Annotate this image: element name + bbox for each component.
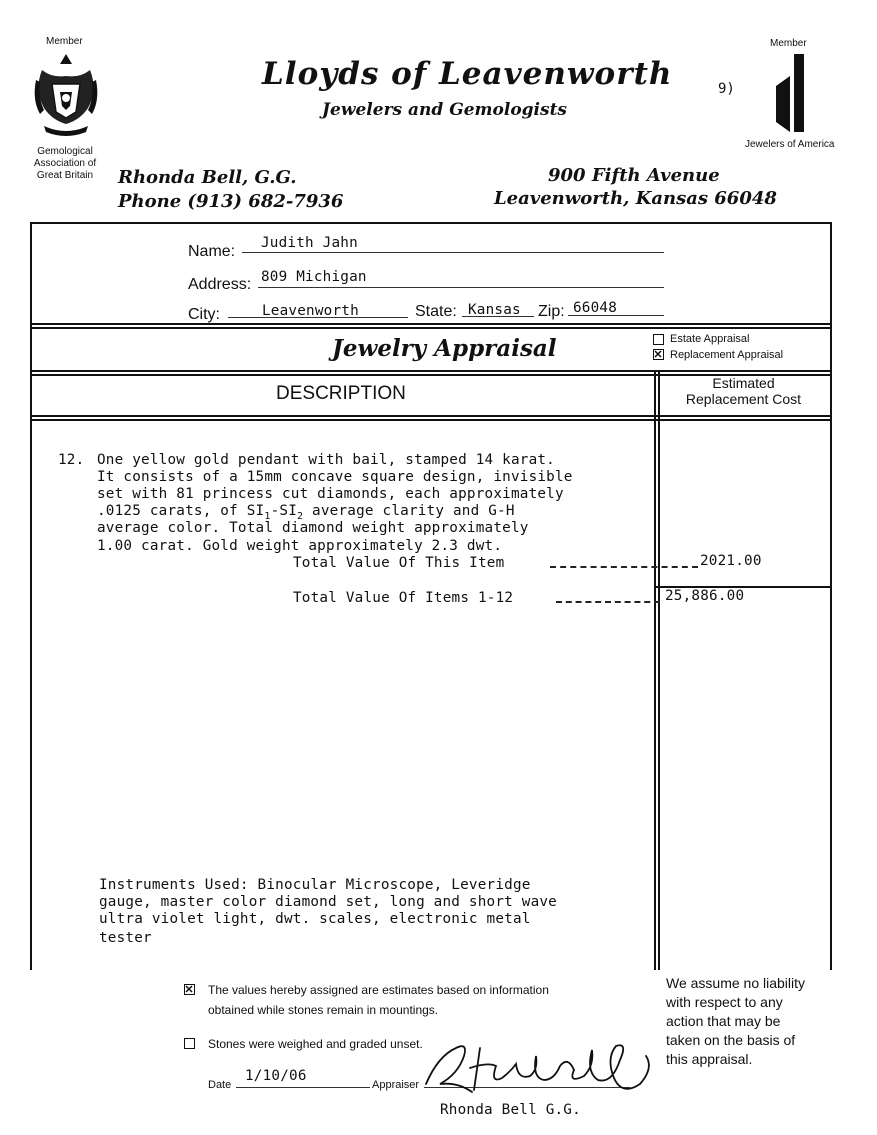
rule <box>658 372 660 970</box>
date-label: Date <box>208 1079 232 1091</box>
appraiser-name: Rhonda Bell, G.G. <box>118 167 297 188</box>
item-total-value: 2021.00 <box>700 553 762 569</box>
rule <box>30 419 832 421</box>
checkmark-x-icon <box>654 350 662 358</box>
page-number: 9) <box>718 81 735 97</box>
city-underline <box>228 317 408 318</box>
name-value: Judith Jahn <box>261 235 358 251</box>
city-state-zip: Leavenworth, Kansas 66048 <box>494 188 777 209</box>
name-label: Name: <box>188 243 236 260</box>
appraiser-label: Appraiser <box>372 1079 420 1091</box>
checkmark-x-icon <box>185 985 193 993</box>
state-label: State: <box>415 303 457 320</box>
appraiser-signature <box>418 1026 666 1108</box>
description-header: DESCRIPTION <box>276 383 406 404</box>
values-statement-line1: The values hereby assigned are estimates based on information <box>208 983 549 997</box>
instruments-line: Instruments Used: Binocular Microscope, Leveridge <box>99 877 531 893</box>
name-underline <box>242 252 664 253</box>
item-line: It consists of a 15mm concave square design, invisible <box>97 469 573 485</box>
city-label: City: <box>188 306 220 323</box>
item-line: set with 81 princess cut diamonds, each approximately <box>97 486 564 502</box>
grand-total-leader <box>556 601 660 603</box>
date-value: 1/10/06 <box>245 1068 307 1084</box>
company-name: Lloyds of Leavenworth <box>262 56 673 92</box>
estate-appraisal-checkbox[interactable] <box>653 334 664 345</box>
instruments-line: tester <box>99 930 152 946</box>
state-value: Kansas <box>468 302 521 318</box>
address-label: Address: <box>188 276 252 293</box>
company-tagline: Jewelers and Gemologists <box>322 100 568 120</box>
grand-total-label: Total Value Of Items 1-12 <box>293 590 514 606</box>
item-line-part: average clarity and G-H <box>303 503 515 519</box>
stones-unset-label: Stones were weighed and graded unset. <box>208 1037 423 1051</box>
instruments-line: ultra violet light, dwt. scales, electronic metal <box>99 911 531 927</box>
city-value: Leavenworth <box>262 303 359 319</box>
rule <box>30 323 832 325</box>
frame-left <box>30 222 32 970</box>
zip-underline <box>568 315 664 316</box>
clarity-subscript: 1 <box>264 510 271 522</box>
zip-value: 66048 <box>573 300 618 316</box>
jewelers-of-america-logo <box>772 52 808 136</box>
frame-top <box>30 222 832 224</box>
frame-right <box>830 222 832 970</box>
column-divider <box>654 372 656 970</box>
state-underline <box>462 316 534 317</box>
item-line-part: -SI <box>270 503 298 519</box>
values-estimate-checkbox[interactable] <box>184 984 195 995</box>
address-underline <box>258 287 664 288</box>
replacement-appraisal-checkbox[interactable] <box>653 349 664 360</box>
item-line: One yellow gold pendant with bail, stamped 14 karat. <box>97 452 555 468</box>
cost-header: Estimated Replacement Cost <box>685 375 802 407</box>
member-left-label: Member <box>46 36 83 47</box>
stones-unset-checkbox[interactable] <box>184 1038 195 1049</box>
gemological-association-crest <box>30 50 102 144</box>
item-total-leader <box>550 566 698 568</box>
grand-total-value: 25,886.00 <box>665 588 745 604</box>
appraiser-printed-name: Rhonda Bell G.G. <box>440 1102 581 1118</box>
estate-appraisal-label: Estate Appraisal <box>670 333 750 345</box>
clarity-subscript: 2 <box>297 510 304 522</box>
item-line: 1.00 carat. Gold weight approximately 2.3 dwt. <box>97 538 503 554</box>
item-total-label: Total Value Of This Item <box>293 555 505 571</box>
gem-association-caption: Gemological Association of Great Britain <box>33 146 97 181</box>
phone-number: Phone (913) 682-7936 <box>118 191 344 212</box>
rule <box>30 327 832 329</box>
rule <box>30 370 832 372</box>
instruments-line: gauge, master color diamond set, long and short wave <box>99 894 557 910</box>
item-number: 12. <box>58 452 85 468</box>
item-line-part: .0125 carats, of SI <box>97 503 265 519</box>
date-underline <box>236 1087 370 1088</box>
jewelers-of-america-caption: Jewelers of America <box>745 139 835 150</box>
rule <box>30 415 832 417</box>
zip-label: Zip: <box>538 303 565 320</box>
street-address: 900 Fifth Avenue <box>548 165 720 186</box>
replacement-appraisal-label: Replacement Appraisal <box>670 349 784 361</box>
item-line: average color. Total diamond weight approximately <box>97 520 529 536</box>
values-statement-line2: obtained while stones remain in mountings. <box>208 1003 439 1017</box>
liability-disclaimer: We assume no liability with respect to any action that may be taken on the basis of this appraisal. <box>666 975 806 1067</box>
member-right-label: Member <box>770 38 807 49</box>
address-value: 809 Michigan <box>261 269 367 285</box>
appraisal-title: Jewelry Appraisal <box>332 335 557 362</box>
